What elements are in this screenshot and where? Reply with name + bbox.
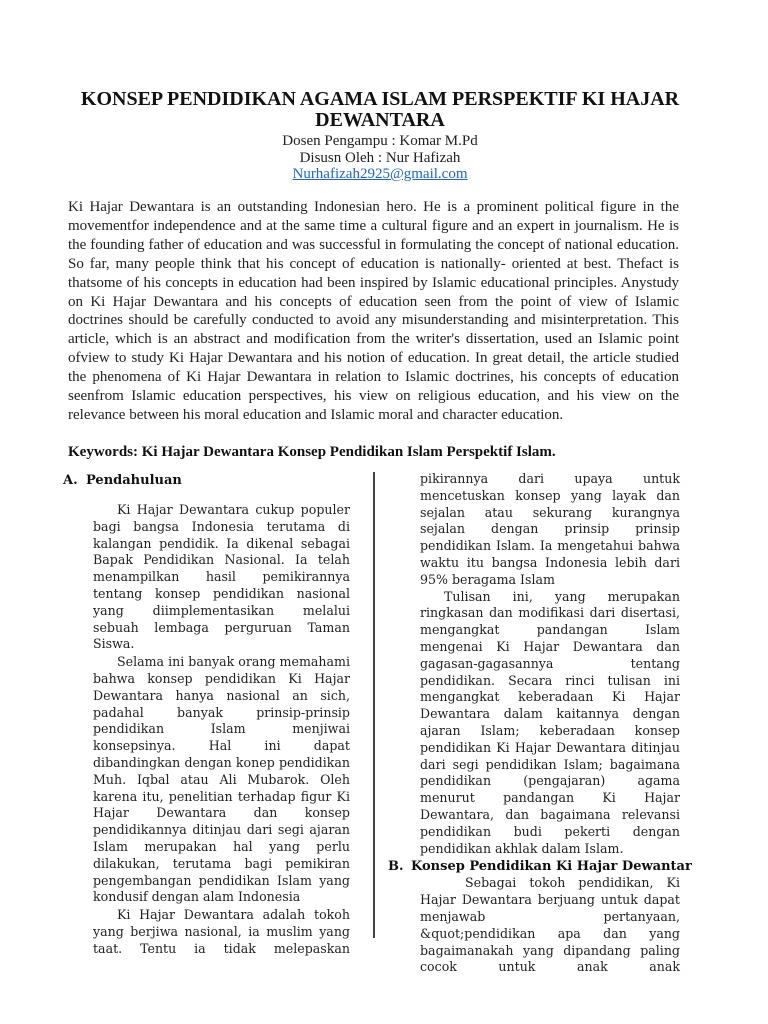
keywords: Keywords: Ki Hajar Dewantara Konsep Pendidikan Islam Perspektif Islam. — [68, 444, 556, 460]
paragraph: pikirannya dari upaya untuk mencetuskan konsep yang layak dan sejalan atau sekurang kurangnya sejalan dengan prinsip prinsip pendidikan Islam. Ia mengetahui bahwa waktu itu bangsa Indonesia lebih dari 95% beragama Islam — [420, 471, 680, 587]
section-heading-a — [63, 472, 350, 489]
section-title: Pendahuluan — [86, 473, 182, 488]
paragraph: Ki Hajar Dewantara cukup populer bagi bangsa Indonesia terutama di kalangan pendidik. Ia dikenal sebagai Bapak Pendidikan Nasional. Ia telah menampilkan hasil pemikirannya tentang konsep pendidikan nasional yang diimplementasikan melalui sebuah lembaga perguruan Taman Siswa. — [93, 502, 350, 652]
abstract: Ki Hajar Dewantara is an outstanding Indonesian hero. He is a prominent political figure in the movementfor independence and at the same time a cultural figure and an expert in journalism. He is the founding father of education and was successful in formulating the concept of national education. So far, many people think that his concept of education is nationally- oriented at best. Thefact is thatsome of his concepts in education had been inspired by Islamic educational principles. Anystudy on Ki Hajar Dewantara and his concepts of education seen from the point of view of Islamic doctrines should be carefully conducted to avoid any misunderstanding and misinterpretation. This article, which is an abstract and modification from the writer's dissertation, used an Islamic point ofview to study Ki Hajar Dewantara and his notion of education. In great detail, the article studied the phenomena of Ki Hajar Dewantara in relation to Islamic doctrines, his concepts of education seenfrom Islamic education perspectives, his view on religious education, and his view on the relevance between his moral education and Islamic moral and character education. — [68, 199, 679, 423]
document-title: KONSEP PENDIDIKAN AGAMA ISLAM PERSPEKTIF KI HAJAR DEWANTARA — [80, 88, 680, 131]
paragraph: Sebagai tokoh pendidikan, Ki Hajar Dewantara berjuang untuk dapat menjawab pertanyaan, &quot;pendidikan apa dan yang bagaimanakah yang dipandang paling cocok untuk anak anak — [420, 875, 680, 975]
section-title: Konsep Pendidikan Ki Hajar Dewantar — [411, 859, 692, 875]
paragraph: Tulisan ini, yang merupakan ringkasan dan modifikasi dari disertasi, mengangkat pandangan Islam mengenai Ki Hajar Dewantara dan gagasan-gagasannya tentang pendidikan. Secara rinci tulisan ini mengangkat keberadaan Ki Hajar Dewantara dalam kaitannya dengan ajaran Islam; keberadaan konsep pendidikan Ki Hajar Dewantara ditinjau dari segi pendidikan Islam; bagaimana pendidikan (pengajaran) agama menurut pandangan Ki Hajar Dewantara, dan bagaimana relevansi pendidikan budi pekerti dengan pendidikan akhlak dalam Islam. — [420, 588, 680, 856]
column-divider — [373, 472, 375, 938]
left-column — [63, 472, 350, 958]
paragraph: Selama ini banyak orang memahami bahwa konsep pendidikan Ki Hajar Dewantara hanya nasional an sich, padahal banyak prinsip-prinsip pendidikan Islam menjiwai konsepsinya. Hal ini dapat dibandingkan dengan konep pendidikan Muh. Iqbal atau Ali Mubarok. Oleh karena itu, penelitian terhadap figur Ki Hajar Dewantara dan konsep pendidikannya ditinjau dari segi ajaran Islam merupakan hal yang perlu dilakukan, terutama bagi pemikiran pengembangan pendidikan Islam yang kondusif dengan alam Indonesia — [93, 654, 350, 905]
lecturer-line: Dosen Pengampu : Komar M.Pd — [282, 133, 478, 149]
section-number: B. — [388, 859, 404, 875]
section-number: A. — [63, 473, 78, 488]
author-line: Disusn Oleh : Nur Hafizah — [299, 149, 461, 166]
paragraph: Ki Hajar Dewantara adalah tokoh yang berjiwa nasional, ia muslim yang taat. Tentu ia tidak melepaskan — [93, 907, 350, 956]
author-email-link[interactable]: Nurhafizah2925@gmail.com — [292, 166, 468, 182]
right-column — [388, 471, 692, 976]
author-info — [60, 133, 700, 183]
section-heading-b — [388, 858, 692, 875]
